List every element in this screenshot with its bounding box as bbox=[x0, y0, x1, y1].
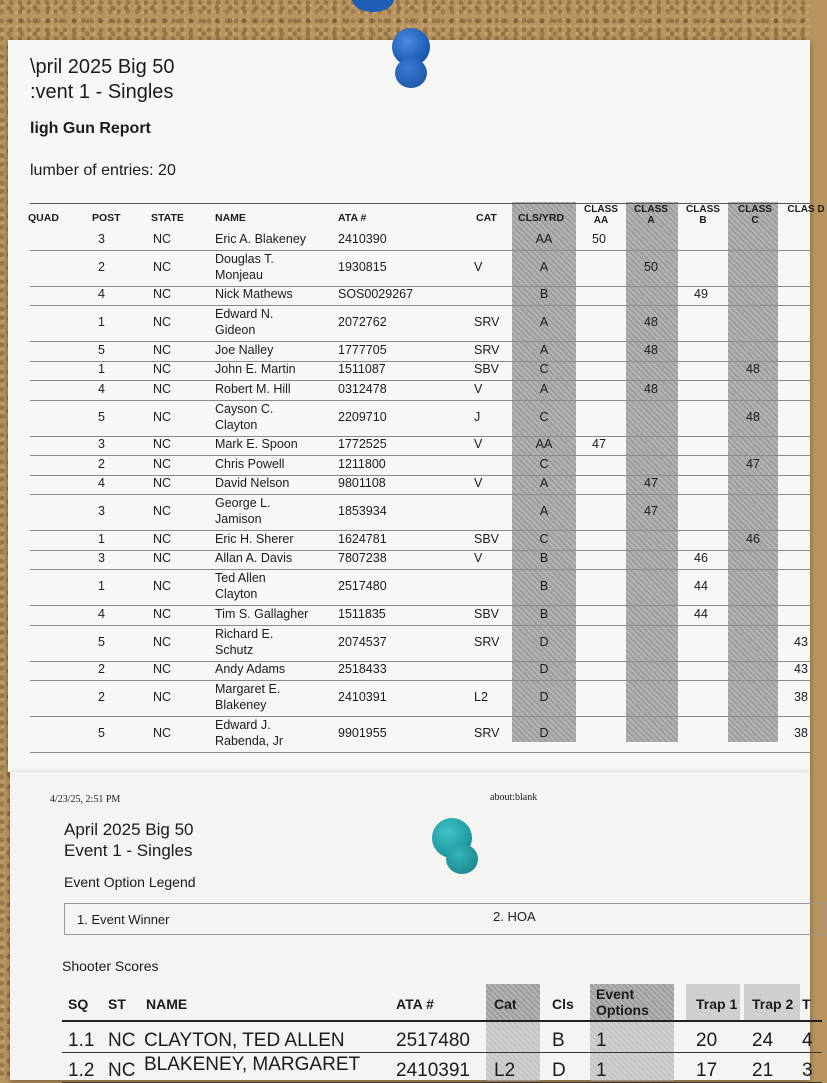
class-yard-cell: D bbox=[539, 634, 549, 649]
column-header-cat: CAT bbox=[476, 212, 497, 224]
score-cell: 44 bbox=[694, 606, 708, 621]
report-row bbox=[30, 400, 810, 437]
report-title: \pril 2025 Big 50 bbox=[30, 56, 175, 78]
report-row bbox=[30, 475, 810, 496]
name-cell: Andy Adams bbox=[215, 662, 286, 677]
ata-cell: 1853934 bbox=[338, 504, 387, 518]
class-yard-cell: B bbox=[539, 606, 549, 621]
state-cell: NC bbox=[153, 531, 172, 546]
class-yard-cell: C bbox=[539, 531, 549, 546]
report-row bbox=[30, 361, 810, 382]
class-yard-cell: AA bbox=[535, 231, 553, 246]
high-gun-report-sheet bbox=[8, 40, 825, 772]
push-pin-teal-head bbox=[446, 844, 478, 874]
name-cell: Ted Allen bbox=[215, 571, 266, 585]
report-row bbox=[30, 716, 810, 753]
score-cell: 48 bbox=[746, 362, 760, 377]
ata-cell: 2410390 bbox=[338, 231, 387, 246]
column-header-ata: ATA # bbox=[338, 212, 367, 224]
ata-cell: 2518433 bbox=[338, 662, 387, 677]
state-cell: NC bbox=[153, 606, 172, 621]
scores-cell-t3: 3 bbox=[802, 1060, 813, 1081]
post-cell: 5 bbox=[98, 634, 105, 649]
category-cell: SRV bbox=[474, 342, 500, 357]
scores-header-t3: T bbox=[802, 996, 811, 1012]
scores-cell-cat: L2 bbox=[494, 1060, 516, 1081]
name-cell: John E. Martin bbox=[215, 362, 296, 377]
post-cell: 1 bbox=[98, 315, 105, 329]
state-cell: NC bbox=[153, 437, 172, 452]
entries-count: lumber of entries: 20 bbox=[30, 162, 176, 179]
name-cell: David Nelson bbox=[215, 476, 290, 491]
class-yard-cell: D bbox=[539, 690, 549, 704]
ata-cell: 1930815 bbox=[338, 259, 387, 274]
class-yard-cell: D bbox=[539, 726, 549, 740]
score-cell: 47 bbox=[644, 476, 658, 491]
scores-header-name: NAME bbox=[146, 996, 188, 1012]
scores-header-sq: SQ bbox=[68, 996, 89, 1012]
report-row bbox=[30, 530, 810, 551]
report-row bbox=[30, 341, 810, 362]
state-cell: NC bbox=[153, 551, 172, 566]
scores-cell-t1: 17 bbox=[696, 1060, 718, 1081]
name-cell: Jamison bbox=[215, 512, 262, 526]
post-cell: 2 bbox=[98, 259, 105, 274]
report-row bbox=[30, 569, 810, 606]
category-cell: SBV bbox=[474, 606, 500, 621]
class-yard-cell: C bbox=[539, 362, 549, 377]
scores-row bbox=[62, 1052, 822, 1053]
name-cell: Eric H. Sherer bbox=[215, 531, 294, 546]
class-yard-cell: B bbox=[539, 551, 549, 566]
column-header-name: NAME bbox=[215, 212, 246, 224]
report-row bbox=[30, 625, 810, 662]
state-cell: NC bbox=[153, 476, 172, 491]
class-yard-cell: A bbox=[539, 315, 549, 329]
page2-title: April 2025 Big 50 bbox=[64, 820, 194, 839]
class-yard-cell: A bbox=[539, 504, 549, 518]
score-cell: 48 bbox=[746, 409, 760, 424]
score-cell: 38 bbox=[794, 690, 808, 704]
post-cell: 4 bbox=[98, 381, 105, 396]
report-row bbox=[30, 380, 810, 401]
state-cell: NC bbox=[153, 362, 172, 377]
score-cell: 50 bbox=[592, 231, 606, 246]
scores-cell-sq: 1.1 bbox=[68, 1030, 95, 1051]
post-cell: 3 bbox=[98, 504, 105, 518]
state-cell: NC bbox=[153, 409, 172, 424]
report-row bbox=[30, 680, 810, 717]
state-cell: NC bbox=[153, 579, 172, 593]
state-cell: NC bbox=[153, 690, 172, 704]
scores-cell-sq: 1.2 bbox=[68, 1060, 95, 1081]
legend-item-event-winner: 1. Event Winner bbox=[77, 912, 170, 927]
post-cell: 4 bbox=[98, 476, 105, 491]
name-cell: Joe Nalley bbox=[215, 342, 274, 357]
scores-cell-t2: 24 bbox=[752, 1030, 774, 1051]
class-yard-cell: B bbox=[539, 287, 549, 302]
report-row bbox=[30, 455, 810, 476]
name-cell: Rabenda, Jr bbox=[215, 734, 284, 748]
name-cell: Edward J. bbox=[215, 718, 271, 732]
state-cell: NC bbox=[153, 315, 172, 329]
score-cell: 47 bbox=[592, 437, 606, 452]
state-cell: NC bbox=[153, 726, 172, 740]
state-cell: NC bbox=[153, 342, 172, 357]
state-cell: NC bbox=[153, 231, 172, 246]
score-cell: 48 bbox=[644, 381, 658, 396]
name-cell: Gideon bbox=[215, 323, 256, 337]
ata-cell: 2410391 bbox=[338, 690, 387, 704]
scores-cell-name: BLAKENEY, MARGARET bbox=[144, 1054, 361, 1075]
scores-header-opt: Event Options bbox=[596, 986, 649, 1018]
score-cell: 38 bbox=[794, 726, 808, 740]
column-header-aa: CLASS AA bbox=[584, 204, 618, 226]
shooter-scores-title: Shooter Scores bbox=[62, 958, 159, 974]
class-yard-cell: A bbox=[539, 476, 549, 491]
post-cell: 1 bbox=[98, 531, 105, 546]
category-cell: V bbox=[474, 259, 483, 274]
class-yard-cell: AA bbox=[535, 437, 553, 452]
legend-title: Event Option Legend bbox=[64, 874, 196, 890]
scores-header-st: ST bbox=[108, 996, 126, 1012]
post-cell: 1 bbox=[98, 362, 105, 377]
scores-cell-st: NC bbox=[108, 1060, 136, 1081]
category-cell: SBV bbox=[474, 362, 500, 377]
name-cell: Richard E. bbox=[215, 626, 274, 641]
ata-cell: 0312478 bbox=[338, 381, 387, 396]
ata-cell: 1211800 bbox=[338, 456, 386, 471]
name-cell: Blakeney bbox=[215, 698, 267, 712]
ata-cell: 2074537 bbox=[338, 634, 387, 649]
ata-cell: 2517480 bbox=[338, 579, 387, 593]
class-yard-cell: B bbox=[539, 579, 549, 593]
scores-cell-cls: D bbox=[552, 1060, 566, 1081]
state-cell: NC bbox=[153, 381, 172, 396]
scores-header-rule bbox=[62, 1020, 822, 1022]
ata-cell: 1772525 bbox=[338, 437, 387, 452]
scores-header-ata: ATA # bbox=[396, 996, 434, 1012]
column-header-state: STATE bbox=[151, 212, 184, 224]
shooter-scores-sheet bbox=[10, 772, 813, 1081]
ata-cell: 2209710 bbox=[338, 409, 387, 424]
post-cell: 3 bbox=[98, 551, 105, 566]
ata-cell: 1511835 bbox=[338, 606, 386, 621]
category-cell: SRV bbox=[474, 315, 500, 329]
column-header-cls: CLS/YRD bbox=[518, 212, 565, 224]
state-cell: NC bbox=[153, 504, 172, 518]
scores-cell-opt: 1 bbox=[596, 1060, 607, 1081]
class-yard-cell: C bbox=[539, 456, 549, 471]
report-row bbox=[30, 305, 810, 342]
report-row bbox=[30, 230, 810, 251]
post-cell: 2 bbox=[98, 662, 105, 677]
push-pin-blue-head bbox=[395, 58, 427, 88]
print-url: about:blank bbox=[490, 792, 538, 803]
name-cell: Chris Powell bbox=[215, 456, 285, 471]
category-cell: SRV bbox=[474, 726, 500, 740]
report-row bbox=[30, 436, 810, 457]
report-row bbox=[30, 494, 810, 531]
category-cell: L2 bbox=[474, 690, 488, 704]
scores-cell-st: NC bbox=[108, 1030, 136, 1051]
ata-cell: 2072762 bbox=[338, 315, 387, 329]
scores-cell-t3: 4 bbox=[802, 1030, 813, 1051]
ata-cell: 1624781 bbox=[338, 531, 387, 546]
score-cell: 44 bbox=[694, 579, 708, 593]
scores-cell-cls: B bbox=[552, 1030, 565, 1051]
class-yard-cell: D bbox=[539, 662, 549, 677]
name-cell: Tim S. Gallagher bbox=[215, 606, 309, 621]
post-cell: 4 bbox=[98, 287, 105, 302]
ata-cell: 9801108 bbox=[338, 476, 386, 491]
column-header-b: CLASS B bbox=[686, 204, 720, 226]
class-yard-cell: A bbox=[539, 342, 549, 357]
category-cell: SRV bbox=[474, 634, 500, 649]
state-cell: NC bbox=[153, 634, 172, 649]
score-cell: 49 bbox=[694, 287, 708, 302]
ata-cell: 1511087 bbox=[338, 362, 386, 377]
score-cell: 47 bbox=[746, 456, 760, 471]
post-cell: 3 bbox=[98, 231, 105, 246]
state-cell: NC bbox=[153, 456, 172, 471]
post-cell: 5 bbox=[98, 342, 105, 357]
name-cell: Clayton bbox=[215, 587, 258, 601]
event-title: :vent 1 - Singles bbox=[30, 81, 174, 103]
state-cell: NC bbox=[153, 662, 172, 677]
category-cell: V bbox=[474, 437, 483, 452]
score-cell: 43 bbox=[794, 634, 808, 649]
name-cell: Robert M. Hill bbox=[215, 381, 291, 396]
score-cell: 47 bbox=[644, 504, 658, 518]
report-row bbox=[30, 550, 810, 571]
post-cell: 5 bbox=[98, 726, 105, 740]
name-cell: Eric A. Blakeney bbox=[215, 231, 307, 246]
column-header-post: POST bbox=[92, 212, 121, 224]
name-cell: Edward N. bbox=[215, 307, 274, 321]
post-cell: 5 bbox=[98, 409, 105, 424]
column-header-a: CLASS A bbox=[634, 204, 668, 226]
score-cell: 43 bbox=[794, 662, 808, 677]
category-cell: V bbox=[474, 551, 483, 566]
score-cell: 46 bbox=[694, 551, 708, 566]
scores-cell-ata: 2410391 bbox=[396, 1060, 470, 1081]
name-cell: Nick Mathews bbox=[215, 287, 293, 302]
name-cell: Monjeau bbox=[215, 267, 263, 282]
score-cell: 48 bbox=[644, 315, 658, 329]
category-cell: J bbox=[474, 409, 481, 424]
score-cell: 46 bbox=[746, 531, 760, 546]
scores-header-t2: Trap 2 bbox=[752, 996, 794, 1012]
ata-cell: 9901955 bbox=[338, 726, 387, 740]
scores-cell-t1: 20 bbox=[696, 1030, 718, 1051]
name-cell: Mark E. Spoon bbox=[215, 437, 298, 452]
scores-cell-name: CLAYTON, TED ALLEN bbox=[144, 1030, 345, 1051]
class-yard-cell: C bbox=[539, 409, 549, 424]
class-yard-cell: A bbox=[539, 259, 549, 274]
name-cell: Cayson C. bbox=[215, 401, 274, 416]
scores-header-cls: Cls bbox=[552, 996, 574, 1012]
name-cell: Douglas T. bbox=[215, 251, 274, 266]
category-cell: V bbox=[474, 476, 483, 491]
scores-cell-t2: 21 bbox=[752, 1060, 774, 1081]
state-cell: NC bbox=[153, 287, 172, 302]
report-row bbox=[30, 286, 810, 307]
post-cell: 1 bbox=[98, 579, 105, 593]
scores-header-cat: Cat bbox=[494, 996, 517, 1012]
column-header-d: CLAS D bbox=[787, 204, 825, 215]
page2-event: Event 1 - Singles bbox=[64, 841, 193, 860]
print-timestamp: 4/23/25, 2:51 PM bbox=[50, 794, 121, 805]
scores-header-t1: Trap 1 bbox=[696, 996, 738, 1012]
event-option-legend bbox=[64, 903, 826, 935]
ata-cell: SOS0029267 bbox=[338, 287, 414, 302]
post-cell: 2 bbox=[98, 690, 105, 704]
post-cell: 4 bbox=[98, 606, 105, 621]
ata-cell: 7807238 bbox=[338, 551, 387, 566]
post-cell: 3 bbox=[98, 437, 105, 452]
report-subtitle: ligh Gun Report bbox=[30, 120, 151, 137]
name-cell: Clayton bbox=[215, 417, 258, 432]
name-cell: Schutz bbox=[215, 642, 254, 657]
column-header-quad: QUAD bbox=[28, 212, 59, 224]
name-cell: George L. bbox=[215, 496, 271, 510]
legend-item-hoa: 2. HOA bbox=[493, 909, 536, 924]
scores-cell-ata: 2517480 bbox=[396, 1030, 470, 1051]
report-row bbox=[30, 661, 810, 682]
category-cell: V bbox=[474, 381, 483, 396]
name-cell: Margaret E. bbox=[215, 682, 281, 696]
report-row bbox=[30, 250, 810, 287]
score-cell: 48 bbox=[644, 342, 658, 357]
score-cell: 50 bbox=[644, 259, 658, 274]
name-cell: Allan A. Davis bbox=[215, 551, 293, 566]
report-row bbox=[30, 605, 810, 626]
post-cell: 2 bbox=[98, 456, 105, 471]
column-header-c: CLASS C bbox=[738, 204, 772, 226]
class-yard-cell: A bbox=[539, 381, 549, 396]
state-cell: NC bbox=[153, 259, 172, 274]
category-cell: SBV bbox=[474, 531, 500, 546]
ata-cell: 1777705 bbox=[338, 342, 387, 357]
scores-cell-opt: 1 bbox=[596, 1030, 607, 1051]
